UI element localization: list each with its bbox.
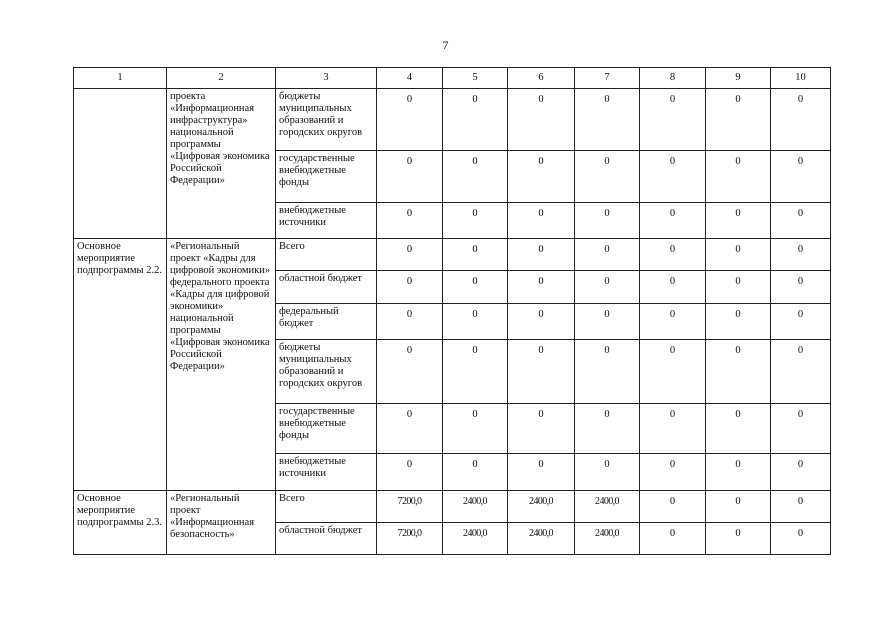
value-cell: 0 [771,523,831,555]
value-cell: 0 [443,271,508,304]
funding-source-cell: бюджеты муниципальных образований и городских округов [276,89,377,151]
column-header: 3 [276,68,377,89]
funding-source-cell: внебюджетные источники [276,203,377,239]
value-cell: 0 [706,404,771,454]
value-cell: 0 [706,203,771,239]
value-cell: 0 [575,89,640,151]
value-cell: 0 [508,304,575,340]
value-cell: 0 [640,151,706,203]
value-cell: 0 [508,404,575,454]
value-cell: 0 [706,454,771,491]
value-cell: 0 [508,454,575,491]
project-name-cell: «Региональный проект «Кадры для цифровой экономики» федерального проекта «Кадры для цифровой экономики» национальной программы «Цифровая экономика Российской Федерации» [167,239,276,491]
value-cell: 0 [771,304,831,340]
header-row [74,68,831,89]
value-cell: 0 [575,203,640,239]
column-header: 7 [575,68,640,89]
column-header: 8 [640,68,706,89]
value-cell: 0 [771,454,831,491]
value-cell: 7200,0 [377,523,443,555]
value-cell: 0 [640,89,706,151]
funding-source-cell: бюджеты муниципальных образований и городских округов [276,340,377,404]
funding-source-cell: федеральный бюджет [276,304,377,340]
value-cell: 2400,0 [508,523,575,555]
activity-name-cell: Основное мероприятие подпрограммы 2.3. [74,491,167,555]
value-cell: 0 [706,271,771,304]
budget-table [73,67,831,555]
value-cell: 2400,0 [508,491,575,523]
value-cell: 0 [771,491,831,523]
value-cell: 0 [377,271,443,304]
funding-source-cell: Всего [276,491,377,523]
value-cell: 2400,0 [443,523,508,555]
value-cell: 0 [377,404,443,454]
funding-source-cell: внебюджетные источники [276,454,377,491]
value-cell: 0 [508,203,575,239]
activity-name-cell: Основное мероприятие подпрограммы 2.2. [74,239,167,491]
column-header: 9 [706,68,771,89]
funding-source-cell: государственные внебюджетные фонды [276,404,377,454]
value-cell: 0 [508,340,575,404]
value-cell: 0 [640,203,706,239]
value-cell: 0 [771,271,831,304]
table-row [74,239,831,271]
value-cell: 0 [443,404,508,454]
value-cell: 0 [377,203,443,239]
funding-source-cell: государственные внебюджетные фонды [276,151,377,203]
value-cell: 0 [443,340,508,404]
value-cell: 0 [771,239,831,271]
value-cell: 2400,0 [575,491,640,523]
value-cell: 0 [575,271,640,304]
value-cell: 2400,0 [443,491,508,523]
value-cell: 0 [706,239,771,271]
value-cell: 0 [443,89,508,151]
value-cell: 0 [575,340,640,404]
value-cell: 0 [706,151,771,203]
value-cell: 0 [377,340,443,404]
value-cell: 0 [640,491,706,523]
value-cell: 0 [640,271,706,304]
page-number: 7 [442,38,449,52]
value-cell: 0 [706,340,771,404]
column-header: 10 [771,68,831,89]
value-cell: 0 [640,523,706,555]
project-name-cell: «Региональный проект «Информационная безопасность» [167,491,276,555]
value-cell: 0 [377,89,443,151]
value-cell: 0 [508,89,575,151]
column-header: 5 [443,68,508,89]
column-header: 4 [377,68,443,89]
value-cell: 0 [377,239,443,271]
value-cell: 0 [706,304,771,340]
value-cell: 0 [640,239,706,271]
value-cell: 0 [443,151,508,203]
value-cell: 0 [443,203,508,239]
activity-name-cell [74,89,167,239]
value-cell: 0 [640,454,706,491]
value-cell: 0 [443,239,508,271]
value-cell: 0 [508,151,575,203]
value-cell: 0 [640,404,706,454]
table-row [74,491,831,523]
value-cell: 0 [377,304,443,340]
value-cell: 0 [771,151,831,203]
value-cell: 0 [443,454,508,491]
value-cell: 0 [508,239,575,271]
value-cell: 0 [771,340,831,404]
value-cell: 0 [575,404,640,454]
value-cell: 0 [771,203,831,239]
value-cell: 0 [640,304,706,340]
value-cell: 0 [443,304,508,340]
value-cell: 0 [377,454,443,491]
value-cell: 0 [575,151,640,203]
value-cell: 0 [575,304,640,340]
funding-source-cell: областной бюджет [276,523,377,555]
funding-source-cell: областной бюджет [276,271,377,304]
value-cell: 7200,0 [377,491,443,523]
column-header: 2 [167,68,276,89]
value-cell: 0 [706,491,771,523]
value-cell: 0 [377,151,443,203]
value-cell: 0 [706,523,771,555]
value-cell: 2400,0 [575,523,640,555]
project-name-cell: проекта «Информационная инфраструктура» национальной программы «Цифровая экономика Российской Федерации» [167,89,276,239]
value-cell: 0 [771,404,831,454]
value-cell: 0 [575,454,640,491]
value-cell: 0 [640,340,706,404]
table-row [74,89,831,151]
value-cell: 0 [706,89,771,151]
funding-source-cell: Всего [276,239,377,271]
column-header: 1 [74,68,167,89]
column-header: 6 [508,68,575,89]
value-cell: 0 [508,271,575,304]
value-cell: 0 [771,89,831,151]
value-cell: 0 [575,239,640,271]
